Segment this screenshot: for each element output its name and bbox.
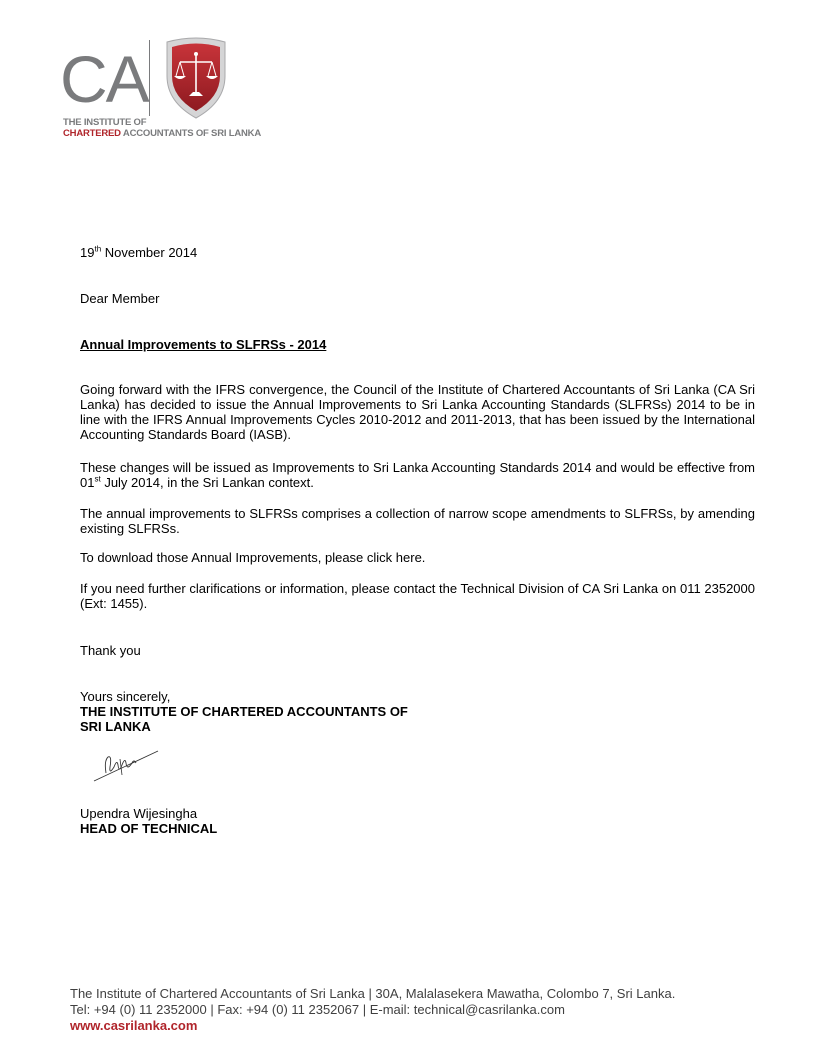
- thank-you: Thank you: [80, 643, 141, 658]
- letter-date: [80, 245, 755, 260]
- handwritten-signature: [92, 745, 162, 785]
- para2-start: These changes will be issued as Improvements to Sri Lanka Accounting Standards 2014 and would be effective from 01: [80, 460, 755, 490]
- organization-name-line2: SRI LANKA: [80, 719, 151, 734]
- logo-text-accountants: ACCOUNTANTS OF SRI LANKA: [120, 128, 261, 139]
- paragraph-convergence: Going forward with the IFRS convergence, the Council of the Institute of Chartered Accountants of Sri Lanka (CA Sri Lanka) has decided to issue the Annual Improvements to Sri Lanka Accounting Standards (SLFRSs) 2014 to be in line with the IFRS Annual Improvements Cycles 2010-2012 and 2011-2013, that has been issued by the International Accounting Standards Board (IASB).: [80, 382, 755, 442]
- paragraph-effective-date: [80, 460, 755, 490]
- organization-name-line1: THE INSTITUTE OF CHARTERED ACCOUNTANTS OF: [80, 704, 408, 719]
- paragraph-download: To download those Annual Improvements, please click here.: [80, 550, 426, 565]
- letter-subject: Annual Improvements to SLFRSs - 2014: [80, 337, 327, 352]
- signatory-name: Upendra Wijesingha: [80, 806, 198, 821]
- logo-divider: [149, 40, 150, 116]
- salutation: Dear Member: [80, 291, 160, 306]
- footer-contact: Tel: +94 (0) 11 2352000 | Fax: +94 (0) 11 2352067 | E-mail: technical@casrilanka.com: [70, 1002, 565, 1017]
- footer-website-link[interactable]: www.casrilanka.com: [70, 1018, 198, 1033]
- para2-end: July 2014, in the Sri Lankan context.: [100, 475, 314, 490]
- ca-sri-lanka-logo: [60, 36, 261, 146]
- scales-of-justice-shield-icon: [163, 36, 229, 120]
- para2-suffix: st: [94, 474, 101, 484]
- signatory-title: HEAD OF TECHNICAL: [80, 821, 218, 836]
- logo-text-line1: THE INSTITUTE OF: [63, 117, 147, 128]
- footer-address: The Institute of Chartered Accountants of Sri Lanka | 30A, Malalasekera Mawatha, Colombo 7, Sri Lanka.: [70, 986, 676, 1001]
- date-day: 19: [80, 245, 95, 260]
- date-month-year: November 2014: [101, 245, 198, 260]
- logo-mark: CA: [60, 42, 148, 116]
- closing: Yours sincerely,: [80, 689, 171, 704]
- date-suffix: th: [94, 244, 102, 254]
- logo-text-line2: [63, 129, 261, 139]
- logo-text-chartered: CHARTERED: [63, 128, 121, 139]
- paragraph-contact: If you need further clarifications or information, please contact the Technical Division of CA Sri Lanka on 011 2352000 (Ext: 1455).: [80, 581, 755, 611]
- paragraph-scope: The annual improvements to SLFRSs comprises a collection of narrow scope amendments to SLFRSs, by amending existing SLFRSs.: [80, 506, 755, 536]
